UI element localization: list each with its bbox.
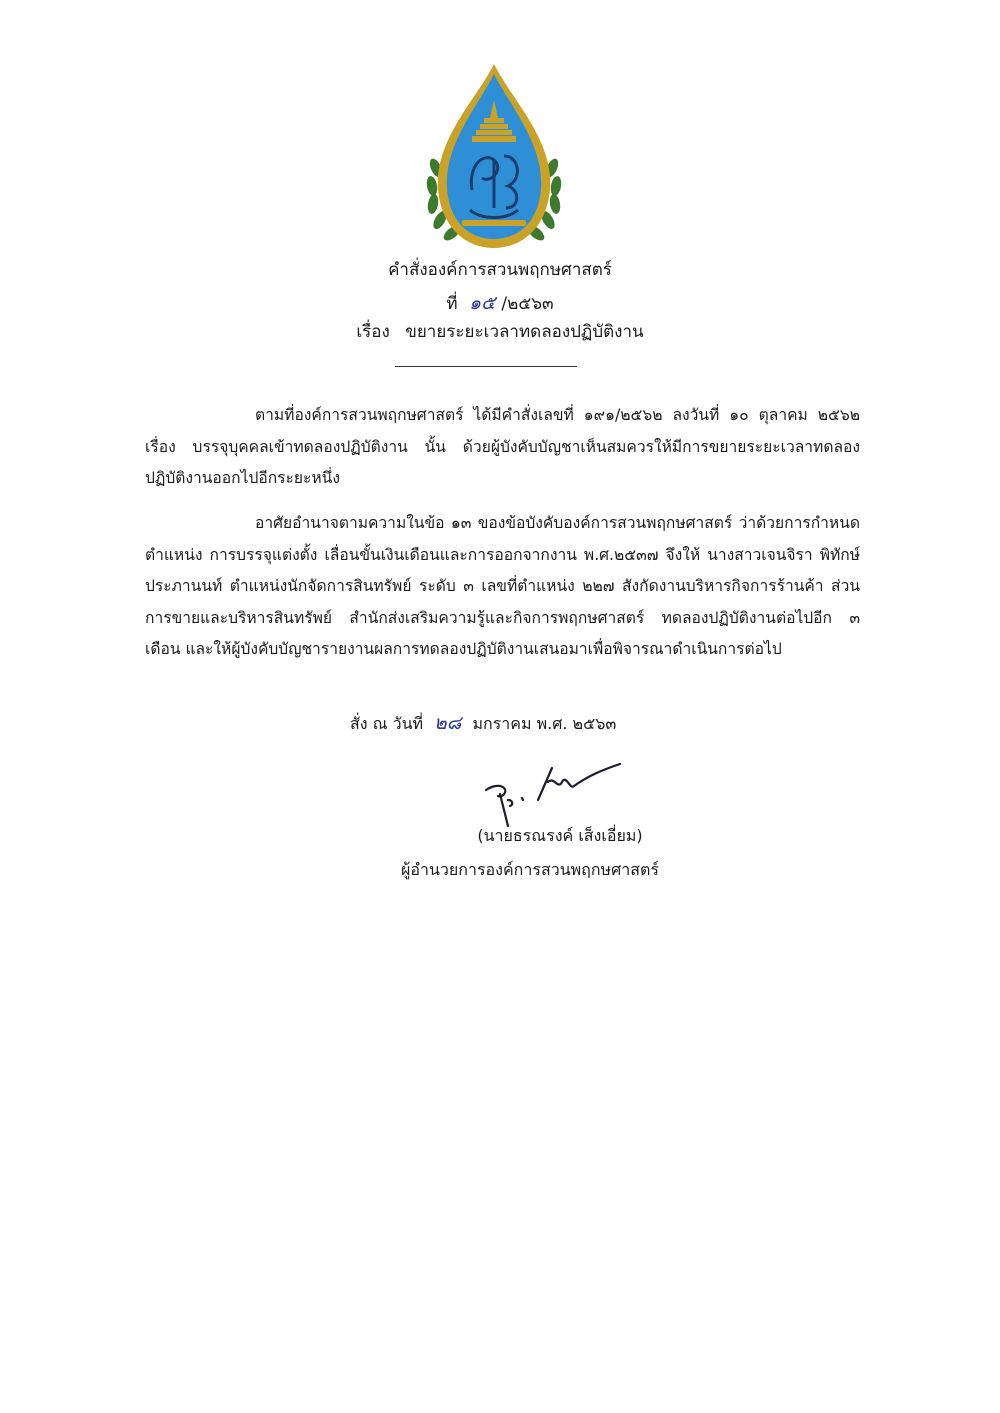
order-number: ๑๕ (468, 292, 496, 314)
order-date-line (350, 708, 616, 738)
header-divider (395, 366, 577, 367)
body-paragraph-2: อาศัยอำนาจตามความในข้อ ๑๓ ของข้อบังคับองค์การสวนพฤกษศาสตร์ ว่าด้วยการกำหนดตำแหน่ง การบรรจุแต่งตั้ง เลื่อนขั้นเงินเดือนและการออกจากงาน พ.ศ.๒๕๓๗ จึงให้ นางสาวเจนจิรา พิทักษ์ประภานนท์ ตำแหน่งนักจัดการสินทรัพย์ ระดับ ๓ เลขที่ตำแหน่ง ๒๒๗ สังกัดงานบริหารกิจการร้านค้า ส่วนการขายและบริหารสินทรัพย์ สำนักส่งเสริมความรู้และกิจการพฤกษศาสตร์ ทดลองปฏิบัติงานต่อไปอีก ๓ เดือน และให้ผู้บังคับบัญชารายงานผลการทดลองปฏิบัติงานเสนอมาเพื่อพิจารณาดำเนินการต่อไป (145, 514, 860, 658)
order-year: /๒๕๖๓ (501, 294, 554, 314)
signer-title: ผู้อำนวยการองค์การสวนพฤกษศาสตร์ (401, 860, 659, 879)
order-number-line (200, 288, 800, 318)
date-month-year: มกราคม พ.ศ. ๒๕๖๓ (472, 714, 617, 733)
subject-text: ขยายระยะเวลาทดลองปฏิบัติงาน (405, 322, 644, 342)
handwritten-signature-icon (478, 760, 628, 830)
date-prefix: สั่ง ณ วันที่ (350, 714, 424, 733)
signature (478, 760, 628, 830)
signer-name: (นายธรณรงค์ เส็งเอี่ยม) (477, 826, 643, 845)
subject-line (200, 318, 800, 345)
order-prefix: ที่ (446, 294, 458, 314)
subject-label: เรื่อง (356, 322, 390, 342)
document-title: คำสั่งองค์การสวนพฤกษศาสตร์ (388, 260, 612, 280)
date-day: ๒๘ (434, 712, 462, 734)
seal-icon (422, 60, 566, 256)
body-paragraph-1: ตามที่องค์การสวนพฤกษศาสตร์ ได้มีคำสั่งเลขที่ ๑๙๑/๒๕๖๒ ลงวันที่ ๑๐ ตุลาคม ๒๕๖๒ เรื่อง บรรจุบุคคลเข้าทดลองปฏิบัติงาน นั้น ด้วยผู้บังคับบัญชาเห็นสมควรให้มีการขยายระยะเวลาทดลองปฏิบัติงานออกไปอีกระยะหนึ่ง (145, 406, 860, 487)
organization-logo (422, 60, 566, 256)
